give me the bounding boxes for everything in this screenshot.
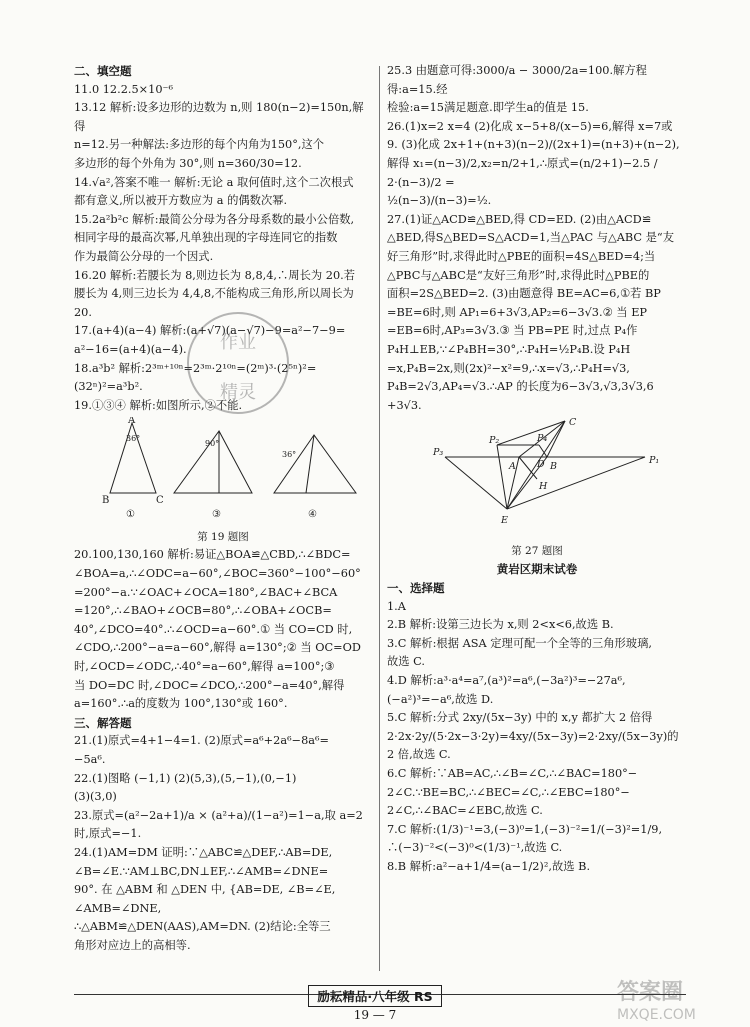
answer-line: ½(n−3)/(n−3)=½. <box>387 194 492 208</box>
answer-line: 40°,∠DCO=40°.∴∠OCD=a−60°.① 当 CO=CD 时, <box>74 622 353 636</box>
answer-line: n=12.另一种解法:多边形的每个内角为150°,这个 <box>74 138 325 152</box>
answer-line: 面积=2S△BED=2. (3)由题意得 BE=AC=6,①若 BP <box>387 287 661 301</box>
angle-36-right: 36° <box>282 450 297 460</box>
answer-line: 13.12 解析:设多边形的边数为 n,则 180(n−2)=150n,解得 <box>74 101 364 133</box>
answer-line: 1.A <box>387 599 406 613</box>
footer-brand: 励耘精品·八年级 RS <box>308 985 441 1007</box>
label-P2: P₂ <box>489 435 500 447</box>
answer-line: 5.C 解析:分式 2xy/(5x−3y) 中的 x,y 都扩大 2 倍得 <box>387 711 653 725</box>
answer-line: △BED,得S△BED=S△ACD=1,当△PAC 与△ABC 是“友 <box>387 231 675 245</box>
label-P3: P₃ <box>433 447 444 459</box>
label-E: E <box>501 515 508 527</box>
heading-fill-blank: 二、填空题 <box>74 64 132 78</box>
answer-line: ∠CDO,∴200°−a=a−60°,解得 a=130°;② 当 OC=OD <box>74 641 361 655</box>
label-H: H <box>539 481 548 493</box>
label-A: A <box>128 417 136 427</box>
answer-line: 时,∠OCD=∠ODC,∴40°=a−60°,解得 a=100°;③ <box>74 660 335 674</box>
svg-text:作业: 作业 <box>220 332 256 353</box>
answer-line: 15.2a²b²c 解析:最简公分母为各分母系数的最小公倍数, <box>74 212 355 226</box>
label-circle1: ① <box>126 509 135 521</box>
answer-line: 18.a³b² 解析:2³ᵐ⁺¹⁰ⁿ=2³ᵐ·2¹⁰ⁿ=(2ᵐ)³·(2⁵ⁿ)²= <box>74 361 317 375</box>
footer <box>0 985 750 1007</box>
answer-line: 故选 C. <box>387 655 426 669</box>
answer-line: 角形对应边上的高相等. <box>74 938 191 952</box>
answer-line: (32ⁿ)²=a³b². <box>74 380 143 394</box>
answer-line: a²−16=(a+4)(a−4). <box>74 342 187 356</box>
label-circle4: ④ <box>308 509 317 521</box>
answer-line: =120°,∴∠BAO+∠OCB=80°,∴∠OBA+∠OCB= <box>74 604 332 618</box>
heading-solve: 三、解答题 <box>74 715 132 730</box>
answer-line: 好三角形”时,求得此时△PBE的面积=4S△BED=4;当 <box>387 249 656 263</box>
answer-line: 20.100,130,160 解析:易证△BOA≌△CBD,∴∠BDC= <box>74 548 351 562</box>
answer-line: 作为最简公分母的一个因式. <box>74 249 214 263</box>
answer-line: +3√3. <box>387 398 422 412</box>
answer-line: 解得 x₁=(n−3)/2,x₂=n/2+1,∴原式=(n/2+1)−2.5 / 2·(n−3)/2 = <box>387 156 658 189</box>
answer-line: 21.(1)原式=4+1−4=1. (2)原式=a⁶+2a⁶−8a⁶= <box>74 734 329 748</box>
answer-line: 8.B 解析:a²−a+1/4=(a−1/2)²,故选 B. <box>387 859 591 873</box>
line-e-p1 <box>507 457 645 509</box>
answer-line: 90°. 在 △ABM 和 △DEN 中, {AB=DE, ∠B=∠E, ∠AMB=∠DNE, <box>74 883 336 915</box>
answer-line: 4.D 解析:a³·a⁴=a⁷,(a³)²=a⁶,(−3a²)³=−27a⁶, <box>387 674 626 688</box>
figure-19-caption: 第 19 题图 <box>197 530 249 543</box>
line-p3-e <box>445 457 507 509</box>
answer-line: 7.C 解析:(1/3)⁻¹=3,(−3)⁰=1,(−3)⁻²=1/(−3)²=1/9, <box>387 822 663 836</box>
left-column <box>74 62 372 956</box>
label-A: A <box>509 461 516 473</box>
heading-choice: 一、选择题 <box>387 581 445 596</box>
answer-line: ∴(−3)⁻²<(−3)⁰<(1/3)⁻¹,故选 C. <box>387 841 563 855</box>
triangle-4-cevian <box>306 435 314 493</box>
homework-stamp-logo <box>178 298 298 428</box>
answer-line: =EB=6时,AP₃=3√3.③ 当 PB=PE 时,过点 P₄作 <box>387 324 638 338</box>
triangle-4 <box>274 435 356 493</box>
answer-line: 2∠C,∴∠BAC=∠EBC,故选 C. <box>387 804 543 818</box>
figure-27-caption: 第 27 题图 <box>511 544 563 557</box>
svg-text:精灵: 精灵 <box>220 382 256 403</box>
label-C: C <box>156 495 164 507</box>
label-P4: P₄ <box>537 433 548 445</box>
answer-line: 11.0 12.2.5×10⁻⁶ <box>74 82 174 96</box>
label-P1: P₁ <box>649 455 660 467</box>
svg-text:答案圈: 答案圈 <box>617 980 684 1005</box>
answer-line: 相同字母的最高次幂,凡单独出现的字母连同它的指数 <box>74 231 338 245</box>
answer-line: a=160°.∴a的度数为 100°,130°或 160°. <box>74 697 288 711</box>
answer-line: =x,P₄B=2x,则(2x)²−x²=9,∴x=√3,∴P₄H=√3, <box>387 361 630 375</box>
answer-line: 2.B 解析:设第三边长为 x,则 2<x<6,故选 B. <box>387 618 614 632</box>
answer-line: 26.(1)x=2 x=4 (2)化成 x−5+8/(x−5)=6,解得 x=7或 <box>387 119 673 133</box>
answer-line: (3)(3,0) <box>74 790 117 804</box>
column-divider <box>379 66 380 971</box>
answer-line: 检验:a=15满足题意.即学生a的值是 15. <box>387 101 589 115</box>
answer-line: ∠B=∠E.∵AM⊥BC,DN⊥EF,∴∠AMB=∠DNE= <box>74 864 329 878</box>
answer-line: =200°−a.∵∠OAC+∠OCA=180°,∠BAC+∠BCA <box>74 585 338 599</box>
figure-19-triangles <box>74 417 372 521</box>
line-p2-e <box>497 445 507 509</box>
answer-line: 27.(1)证△ACD≌△BED,得 CD=ED. (2)由△ACD≌ <box>387 212 652 226</box>
answer-line: 6.C 解析:∵AB=AC,∴∠B=∠C,∴∠BAC=180°− <box>387 767 638 780</box>
answer-line: 9. (3)化成 2x+1+(n+3)(n−2)/(2x+1)=(n+3)+(n−2), <box>387 138 680 152</box>
answer-line: 22.(1)图略 (−1,1) (2)(5,3),(5,−1),(0,−1) <box>74 771 297 785</box>
figure-27-diagram <box>387 417 687 535</box>
answer-line: 2∠C.∵BE=BC,∴∠BEC=∠C,∴∠EBC=180°− <box>387 785 630 799</box>
label-circle3: ③ <box>212 509 221 521</box>
svg-text:MXQE.COM: MXQE.COM <box>617 1007 696 1023</box>
figure-27 <box>387 417 687 560</box>
answer-line: (−a²)³=−a⁶,故选 D. <box>387 692 494 706</box>
answer-line: 14.√a²,答案不唯一 解析:无论 a 取何值时,这个二次根式 <box>74 175 354 189</box>
figure-19 <box>74 417 372 546</box>
answer-line: 16.20 解析:若腰长为 8,则边长为 8,8,4,∴周长为 20.若 <box>74 268 356 282</box>
answer-line: 23.原式=(a²−2a+1)/a × (a²+a)/(1−a²)=1−a,取 a=2时,原式=−1. <box>74 808 363 841</box>
answer-line: −5a⁶. <box>74 753 106 766</box>
answer-line: 25.3 由题意可得:3000/a − 3000/2a=100.解方程得:a=15.经 <box>387 64 647 96</box>
answer-line: 腰长为 4,则三边长为 4,4,8,不能构成三角形,所以周长为 <box>74 287 354 301</box>
label-C: C <box>569 417 577 429</box>
answer-line: △PBC与△ABC是“友好三角形”时,求得此时△PBE的 <box>387 268 650 282</box>
label-B: B <box>550 461 557 473</box>
answer-line: 多边形的每个外角为 30°,则 n=360/30=12. <box>74 156 302 170</box>
section-title-huangyan: 黄岩区期末试卷 <box>496 562 578 577</box>
answer-line: 19.①③④ 解析:如图所示,②不能. <box>74 398 243 412</box>
answer-line: P₄H⊥EB,∵∠P₄BH=30°,∴P₄H=½P₄B.设 P₄H <box>387 342 631 356</box>
answer-line: 24.(1)AM=DM 证明:∵△ABC≌△DEF,∴AB=DE, <box>74 845 333 859</box>
answer-line: ∴△ABM≌△DEN(AAS),AM=DN. (2)结论:全等三 <box>74 920 331 934</box>
answer-line: =BE=6时,则 AP₁=6+3√3,AP₂=6−3√3.② 当 EP <box>387 305 648 319</box>
answer-line: P₄B=2√3,AP₄=√3.∴AP 的长度为6−3√3,√3,3√3,6 <box>387 380 654 394</box>
label-B: B <box>102 495 110 507</box>
answer-line: 当 DO=DC 时,∠DOC=∠DCO,∴200°−a=40°,解得 <box>74 678 345 692</box>
answer-line: ∠BOA=a,∴∠ODC=a−60°,∠BOC=360°−100°−60° <box>74 567 361 581</box>
answer-line: 17.(a+4)(a−4) 解析:(a+√7)(a−√7)−9=a²−7−9= <box>74 324 346 338</box>
page-number: 19 — 7 <box>353 1008 397 1022</box>
right-column <box>387 62 687 877</box>
label-D: D <box>537 459 545 471</box>
answer-line: 3.C 解析:根据 ASA 定理可配一个全等的三角形玻璃, <box>387 636 652 650</box>
answer-line: 2·2x·2y/(5·2x−3·2y)=4xy/(5x−3y)=2·2xy/(5x−3y)的 2 倍,故选 C. <box>387 729 679 762</box>
answer-line: 20. <box>74 305 92 319</box>
angle-36-top: 36° <box>126 434 141 444</box>
answer-line: 都有意义,所以被开方数应为 a 的偶数次幂. <box>74 194 288 208</box>
angle-90: 90° <box>205 439 220 449</box>
